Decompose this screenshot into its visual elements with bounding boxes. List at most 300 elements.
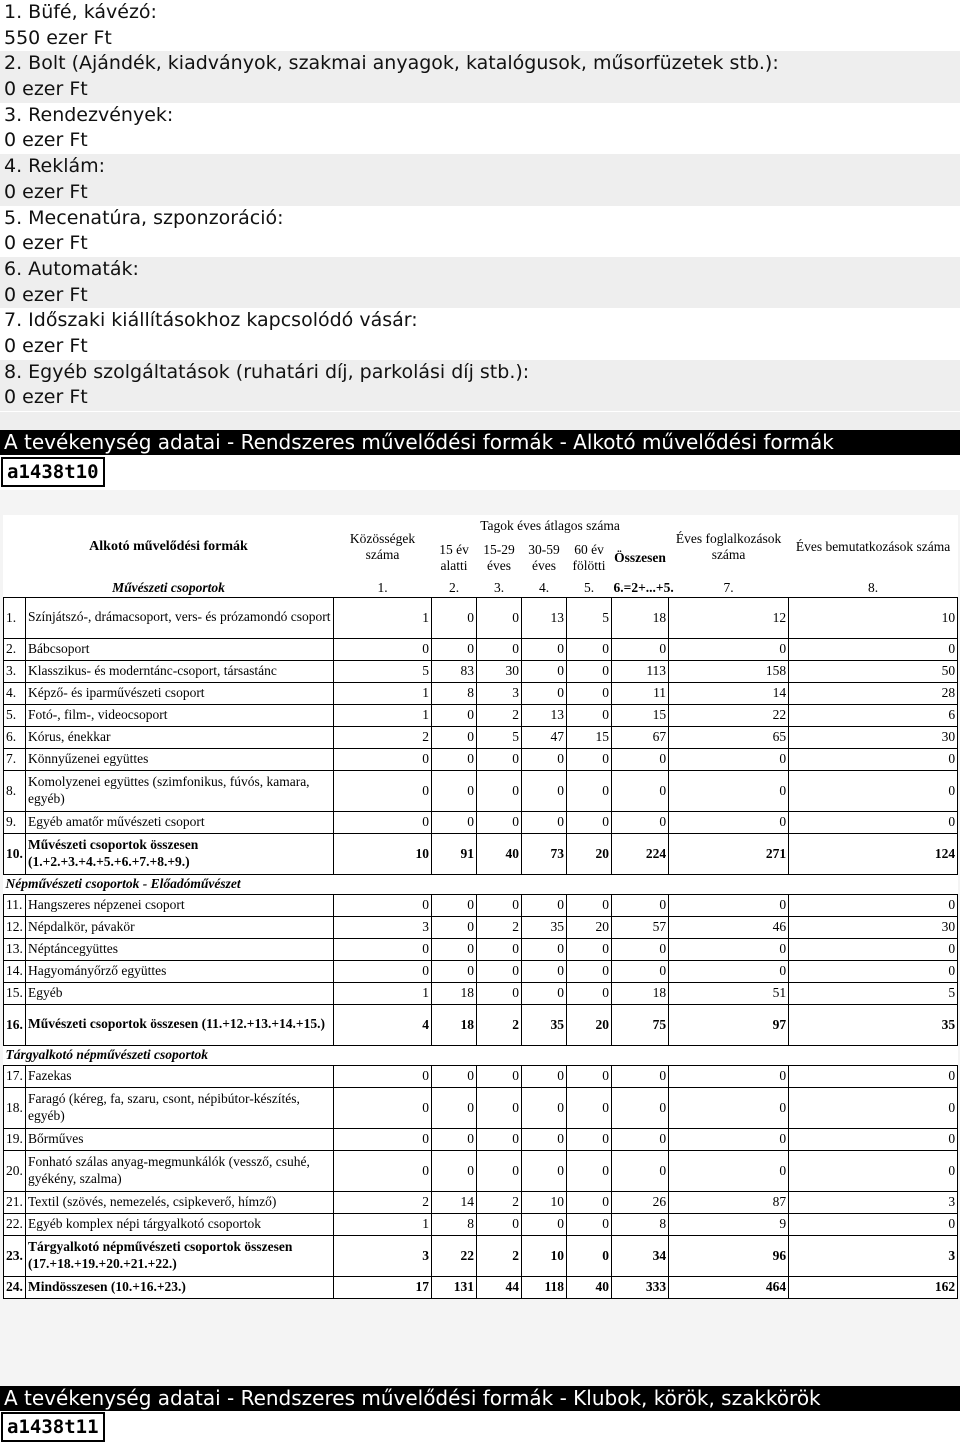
cell-value: 0 [334,770,432,811]
cell-value: 0 [522,770,567,811]
cell-value: 47 [522,726,567,748]
cell-value: 0 [789,1128,958,1150]
cell-value: 0 [789,960,958,982]
cell-value: 8 [612,1213,669,1235]
cell-value: 20 [567,1004,612,1045]
row-name: Fotó-, film-, videocsoport [26,704,334,726]
cell-value: 40 [567,1276,612,1298]
row-number: 8. [4,770,26,811]
cell-value: 0 [432,726,477,748]
cell-value: 113 [612,660,669,682]
row-name: Mindösszesen (10.+16.+23.) [26,1276,334,1298]
cell-value: 0 [612,770,669,811]
cell-value: 0 [669,1065,789,1087]
cell-value: 0 [477,597,522,638]
table-row [4,811,958,833]
cell-value: 0 [612,938,669,960]
index-col: 2. [448,579,460,595]
cell-value: 5 [334,660,432,682]
cell-value: 18 [432,1004,477,1045]
cell-value: 0 [567,982,612,1004]
cell-value: 1 [334,1213,432,1235]
row-number: 17. [4,1065,26,1087]
cell-value: 0 [612,811,669,833]
cell-value: 0 [522,1128,567,1150]
cell-value: 96 [669,1235,789,1276]
cell-value: 57 [612,916,669,938]
gray-spacer [0,412,960,430]
cell-value: 0 [567,894,612,916]
cell-value: 10 [334,833,432,874]
cell-value: 0 [477,938,522,960]
cell-value: 0 [567,748,612,770]
row-name: Néptáncegyüttes [26,938,334,960]
index-col: 6.=2+...+5. [613,579,674,595]
row-name: Fazekas [26,1065,334,1087]
alkoto-table [3,515,958,1299]
cell-value: 0 [432,597,477,638]
cell-value: 8 [432,682,477,704]
cell-value: 87 [669,1191,789,1213]
table-row [4,770,958,811]
cell-value: 30 [477,660,522,682]
row-name: Egyéb komplex népi tárgyalkotó csoportok [26,1213,334,1235]
row-name: Fonható szálas anyag-megmunkálók (vessző, csuhé, gyékény, szalma) [26,1150,334,1191]
cell-value: 15 [567,726,612,748]
table-total-row [4,1004,958,1045]
cell-value: 464 [669,1276,789,1298]
cell-value: 0 [789,748,958,770]
table-row [4,704,958,726]
cell-value: 1 [334,704,432,726]
cell-value: 0 [522,811,567,833]
cell-value: 0 [477,982,522,1004]
cell-value: 0 [477,1213,522,1235]
cell-value: 0 [522,1213,567,1235]
cell-value: 0 [567,682,612,704]
row-name: Bábcsoport [26,638,334,660]
cell-value: 0 [567,938,612,960]
cell-value: 30 [789,726,958,748]
cell-value: 0 [477,770,522,811]
cell-value: 0 [669,811,789,833]
table-code-tag: a1438t10 [1,457,105,487]
row-number: 22. [4,1213,26,1235]
cell-value: 0 [522,1065,567,1087]
cell-value: 35 [522,1004,567,1045]
table-code-tag-2: a1438t11 [1,1412,105,1442]
row-number: 21. [4,1191,26,1213]
cell-value: 22 [669,704,789,726]
row-name: Művészeti csoportok összesen (1.+2.+3.+4.+5.+6.+7.+8.+9.) [26,833,334,874]
cell-value: 1 [334,682,432,704]
revenue-item-label: 5. Mecenatúra, szponzoráció: [4,206,284,229]
row-number: 1. [4,597,26,638]
cell-value: 97 [669,1004,789,1045]
cell-value: 40 [477,833,522,874]
revenue-item-value: 0 ezer Ft [0,180,960,206]
row-number: 20. [4,1150,26,1191]
cell-value: 0 [669,1128,789,1150]
cell-value: 0 [669,1150,789,1191]
table-row [4,638,958,660]
cell-value: 0 [477,1150,522,1191]
cell-value: 0 [432,748,477,770]
cell-value: 6 [789,704,958,726]
cell-value: 0 [522,938,567,960]
table-row [4,982,958,1004]
cell-value: 50 [789,660,958,682]
cell-value: 0 [567,1150,612,1191]
row-name: Faragó (kéreg, fa, szaru, csont, népibútor-készítés, egyéb) [26,1087,334,1128]
revenue-item-value: 550 ezer Ft [4,26,112,49]
cell-value: 73 [522,833,567,874]
section-title-klubok: A tevékenység adatai - Rendszeres művelődési formák - Klubok, körök, szakkörök [0,1386,960,1411]
cell-value: 0 [567,1235,612,1276]
index-col: 1. [377,579,388,595]
cell-value: 0 [477,960,522,982]
row-name: Hagyományőrző együttes [26,960,334,982]
cell-value: 0 [477,638,522,660]
cell-value: 0 [432,894,477,916]
header-members: Tagok éves átlagos száma [480,518,620,533]
row-name: Egyéb [26,982,334,1004]
cell-value: 124 [789,833,958,874]
header-total: Összesen [614,550,666,565]
cell-value: 0 [612,1128,669,1150]
row-name: Textil (szövés, nemezelés, csipkeverő, hímző) [26,1191,334,1213]
cell-value: 0 [612,1150,669,1191]
cell-value: 162 [789,1276,958,1298]
cell-value: 0 [612,1065,669,1087]
cell-value: 0 [432,811,477,833]
cell-value: 0 [669,638,789,660]
cell-value: 35 [522,916,567,938]
cell-value: 0 [612,748,669,770]
cell-value: 0 [522,638,567,660]
cell-value: 9 [669,1213,789,1235]
cell-value: 0 [567,1065,612,1087]
cell-value: 0 [789,1065,958,1087]
revenue-item-label: 4. Reklám: [0,154,960,180]
header-communities: Közösségek száma [349,531,416,562]
cell-value: 0 [334,1087,432,1128]
cell-value: 0 [669,894,789,916]
cell-value: 0 [789,638,958,660]
index-row-label: Művészeti csoportok [112,579,225,595]
cell-value: 0 [334,811,432,833]
cell-value: 0 [612,960,669,982]
cell-value: 0 [669,770,789,811]
cell-value: 0 [432,1150,477,1191]
cell-value: 0 [477,748,522,770]
row-number: 18. [4,1087,26,1128]
table-row [4,1128,958,1150]
revenue-item-value: 0 ezer Ft [0,385,960,411]
row-number: 15. [4,982,26,1004]
cell-value: 0 [334,894,432,916]
cell-value: 0 [522,894,567,916]
table-row [4,726,958,748]
row-number: 9. [4,811,26,833]
cell-value: 3 [477,682,522,704]
cell-value: 11 [612,682,669,704]
table-row [4,894,958,916]
revenue-item-value: 0 ezer Ft [0,77,960,103]
cell-value: 14 [669,682,789,704]
cell-value: 83 [432,660,477,682]
cell-value: 18 [612,982,669,1004]
cell-value: 8 [432,1213,477,1235]
row-number: 3. [4,660,26,682]
cell-value: 1 [334,982,432,1004]
row-name: Egyéb amatőr művészeti csoport [26,811,334,833]
row-name: Hangszeres népzenei csoport [26,894,334,916]
row-name: Művészeti csoportok összesen (11.+12.+13.+14.+15.) [26,1004,334,1045]
row-number: 13. [4,938,26,960]
cell-value: 67 [612,726,669,748]
row-number: 24. [4,1276,26,1298]
header-shows: Éves bemutatkozások száma [795,539,951,554]
cell-value: 0 [567,1128,612,1150]
cell-value: 2 [477,1191,522,1213]
row-number: 7. [4,748,26,770]
index-col: 5. [583,579,595,595]
cell-value: 20 [567,833,612,874]
revenue-item-value: 0 ezer Ft [0,283,960,309]
row-name: Könnyűzenei együttes [26,748,334,770]
cell-value: 0 [334,960,432,982]
row-number: 10. [4,833,26,874]
cell-value: 0 [522,1150,567,1191]
cell-value: 0 [567,811,612,833]
index-col: 7. [723,579,734,595]
cell-value: 34 [612,1235,669,1276]
row-name: Komolyzenei együttes (szimfonikus, fúvós, kamara, egyéb) [26,770,334,811]
cell-value: 333 [612,1276,669,1298]
cell-value: 2 [477,916,522,938]
cell-value: 10 [789,597,958,638]
cell-value: 15 [612,704,669,726]
row-number: 16. [4,1004,26,1045]
header-age-30-59: 30-59 éves [528,542,560,573]
cell-value: 2 [477,1235,522,1276]
table-total-row [4,1276,958,1298]
revenue-item-label: 2. Bolt (Ajándék, kiadványok, szakmai anyagok, katalógusok, műsorfüzetek stb.): [0,51,960,77]
cell-value: 3 [334,1235,432,1276]
cell-value: 158 [669,660,789,682]
revenue-item-label: 8. Egyéb szolgáltatások (ruhatári díj, parkolási díj stb.): [0,360,960,386]
section-title-alkoto: A tevékenység adatai - Rendszeres művelődési formák - Alkotó művelődési formák [0,430,960,455]
cell-value: 14 [432,1191,477,1213]
cell-value: 5 [789,982,958,1004]
revenue-lines [0,0,960,411]
revenue-item-label: 1. Büfé, kávézó: [4,1,157,23]
row-number: 5. [4,704,26,726]
cell-value: 0 [789,1150,958,1191]
section-label: Népművészeti csoportok - Előadóművészet [5,876,241,891]
cell-value: 271 [669,833,789,874]
cell-value: 0 [334,748,432,770]
cell-value: 13 [522,704,567,726]
cell-value: 0 [432,638,477,660]
cell-value: 0 [432,960,477,982]
section-label: Tárgyalkotó népművészeti csoportok [5,1047,208,1062]
row-number: 4. [4,682,26,704]
cell-value: 0 [334,638,432,660]
cell-value: 0 [789,1213,958,1235]
table-row [4,1087,958,1128]
row-name: Színjátszó-, drámacsoport, vers- és prózamondó csoport [26,597,334,638]
cell-value: 17 [334,1276,432,1298]
revenue-item-value: 0 ezer Ft [4,232,88,255]
cell-value: 0 [669,748,789,770]
index-col: 3. [493,579,505,595]
cell-value: 0 [669,960,789,982]
cell-value: 18 [432,982,477,1004]
table-row [4,1150,958,1191]
cell-value: 4 [334,1004,432,1045]
cell-value: 0 [522,1087,567,1128]
cell-value: 5 [477,726,522,748]
revenue-item-value: 0 ezer Ft [4,334,88,357]
cell-value: 1 [334,597,432,638]
cell-value: 0 [477,894,522,916]
cell-value: 0 [567,704,612,726]
row-name: Bőrműves [26,1128,334,1150]
cell-value: 131 [432,1276,477,1298]
cell-value: 0 [567,960,612,982]
row-number: 23. [4,1235,26,1276]
cell-value: 0 [522,960,567,982]
cell-value: 0 [567,770,612,811]
revenue-item-label: 7. Időszaki kiállításokhoz kapcsolódó vásár: [4,309,418,332]
row-name: Klasszikus- és moderntánc-csoport, társastánc [26,660,334,682]
cell-value: 30 [789,916,958,938]
row-number: 12. [4,916,26,938]
cell-value: 91 [432,833,477,874]
cell-value: 0 [522,982,567,1004]
cell-value: 0 [432,1087,477,1128]
table-row [4,916,958,938]
cell-value: 0 [522,748,567,770]
cell-value: 0 [789,811,958,833]
cell-value: 18 [612,597,669,638]
cell-value: 0 [789,938,958,960]
cell-value: 0 [789,770,958,811]
cell-value: 0 [334,1128,432,1150]
row-name: Képző- és iparművészeti csoport [26,682,334,704]
table-row [4,938,958,960]
cell-value: 0 [432,938,477,960]
cell-value: 75 [612,1004,669,1045]
header-age-60plus: 60 év fölötti [572,542,606,573]
cell-value: 13 [522,597,567,638]
table-row [4,682,958,704]
cell-value: 0 [477,811,522,833]
table-row [4,1065,958,1087]
revenue-item-label: 3. Rendezvények: [4,103,174,126]
table-total-row [4,1235,958,1276]
index-col: 8. [868,579,879,595]
cell-value: 0 [334,938,432,960]
header-age-under15: 15 év alatti [439,542,469,573]
cell-value: 5 [567,597,612,638]
table-section-row [4,874,958,894]
cell-value: 46 [669,916,789,938]
table-total-row [4,833,958,874]
cell-value: 0 [567,1191,612,1213]
row-number: 2. [4,638,26,660]
cell-value: 0 [612,638,669,660]
cell-value: 28 [789,682,958,704]
cell-value: 10 [522,1235,567,1276]
cell-value: 0 [567,1213,612,1235]
header-age-15-29: 15-29 éves [483,542,515,573]
cell-value: 12 [669,597,789,638]
cell-value: 0 [432,1065,477,1087]
cell-value: 0 [334,1065,432,1087]
cell-value: 51 [669,982,789,1004]
cell-value: 2 [477,704,522,726]
cell-value: 44 [477,1276,522,1298]
table-section-row [4,1045,958,1065]
cell-value: 0 [522,682,567,704]
row-name: Népdalkör, pávakör [26,916,334,938]
cell-value: 0 [477,1128,522,1150]
header-forms: Alkotó művelődési formák [89,539,248,554]
cell-value: 0 [334,1150,432,1191]
table-row [4,748,958,770]
row-number: 14. [4,960,26,982]
cell-value: 0 [612,894,669,916]
cell-value: 0 [567,660,612,682]
table-row [4,1191,958,1213]
cell-value: 0 [432,704,477,726]
cell-value: 0 [432,916,477,938]
cell-value: 0 [477,1065,522,1087]
cell-value: 2 [477,1004,522,1045]
cell-value: 0 [432,770,477,811]
row-number: 11. [4,894,26,916]
table-row [4,1213,958,1235]
row-number: 6. [4,726,26,748]
table-row [4,660,958,682]
row-name: Tárgyalkotó népművészeti csoportok összesen (17.+18.+19.+20.+21.+22.) [26,1235,334,1276]
cell-value: 0 [669,938,789,960]
table-row [4,960,958,982]
row-name: Kórus, énekkar [26,726,334,748]
cell-value: 0 [669,1087,789,1128]
cell-value: 65 [669,726,789,748]
cell-value: 20 [567,916,612,938]
cell-value: 118 [522,1276,567,1298]
cell-value: 26 [612,1191,669,1213]
cell-value: 2 [334,726,432,748]
cell-value: 3 [789,1235,958,1276]
cell-value: 0 [612,1087,669,1128]
cell-value: 0 [567,1087,612,1128]
cell-value: 0 [477,1087,522,1128]
cell-value: 35 [789,1004,958,1045]
row-number: 19. [4,1128,26,1150]
cell-value: 2 [334,1191,432,1213]
cell-value: 10 [522,1191,567,1213]
header-sessions: Éves foglalkozások száma [675,531,782,562]
cell-value: 0 [522,660,567,682]
cell-value: 3 [789,1191,958,1213]
cell-value: 0 [567,638,612,660]
